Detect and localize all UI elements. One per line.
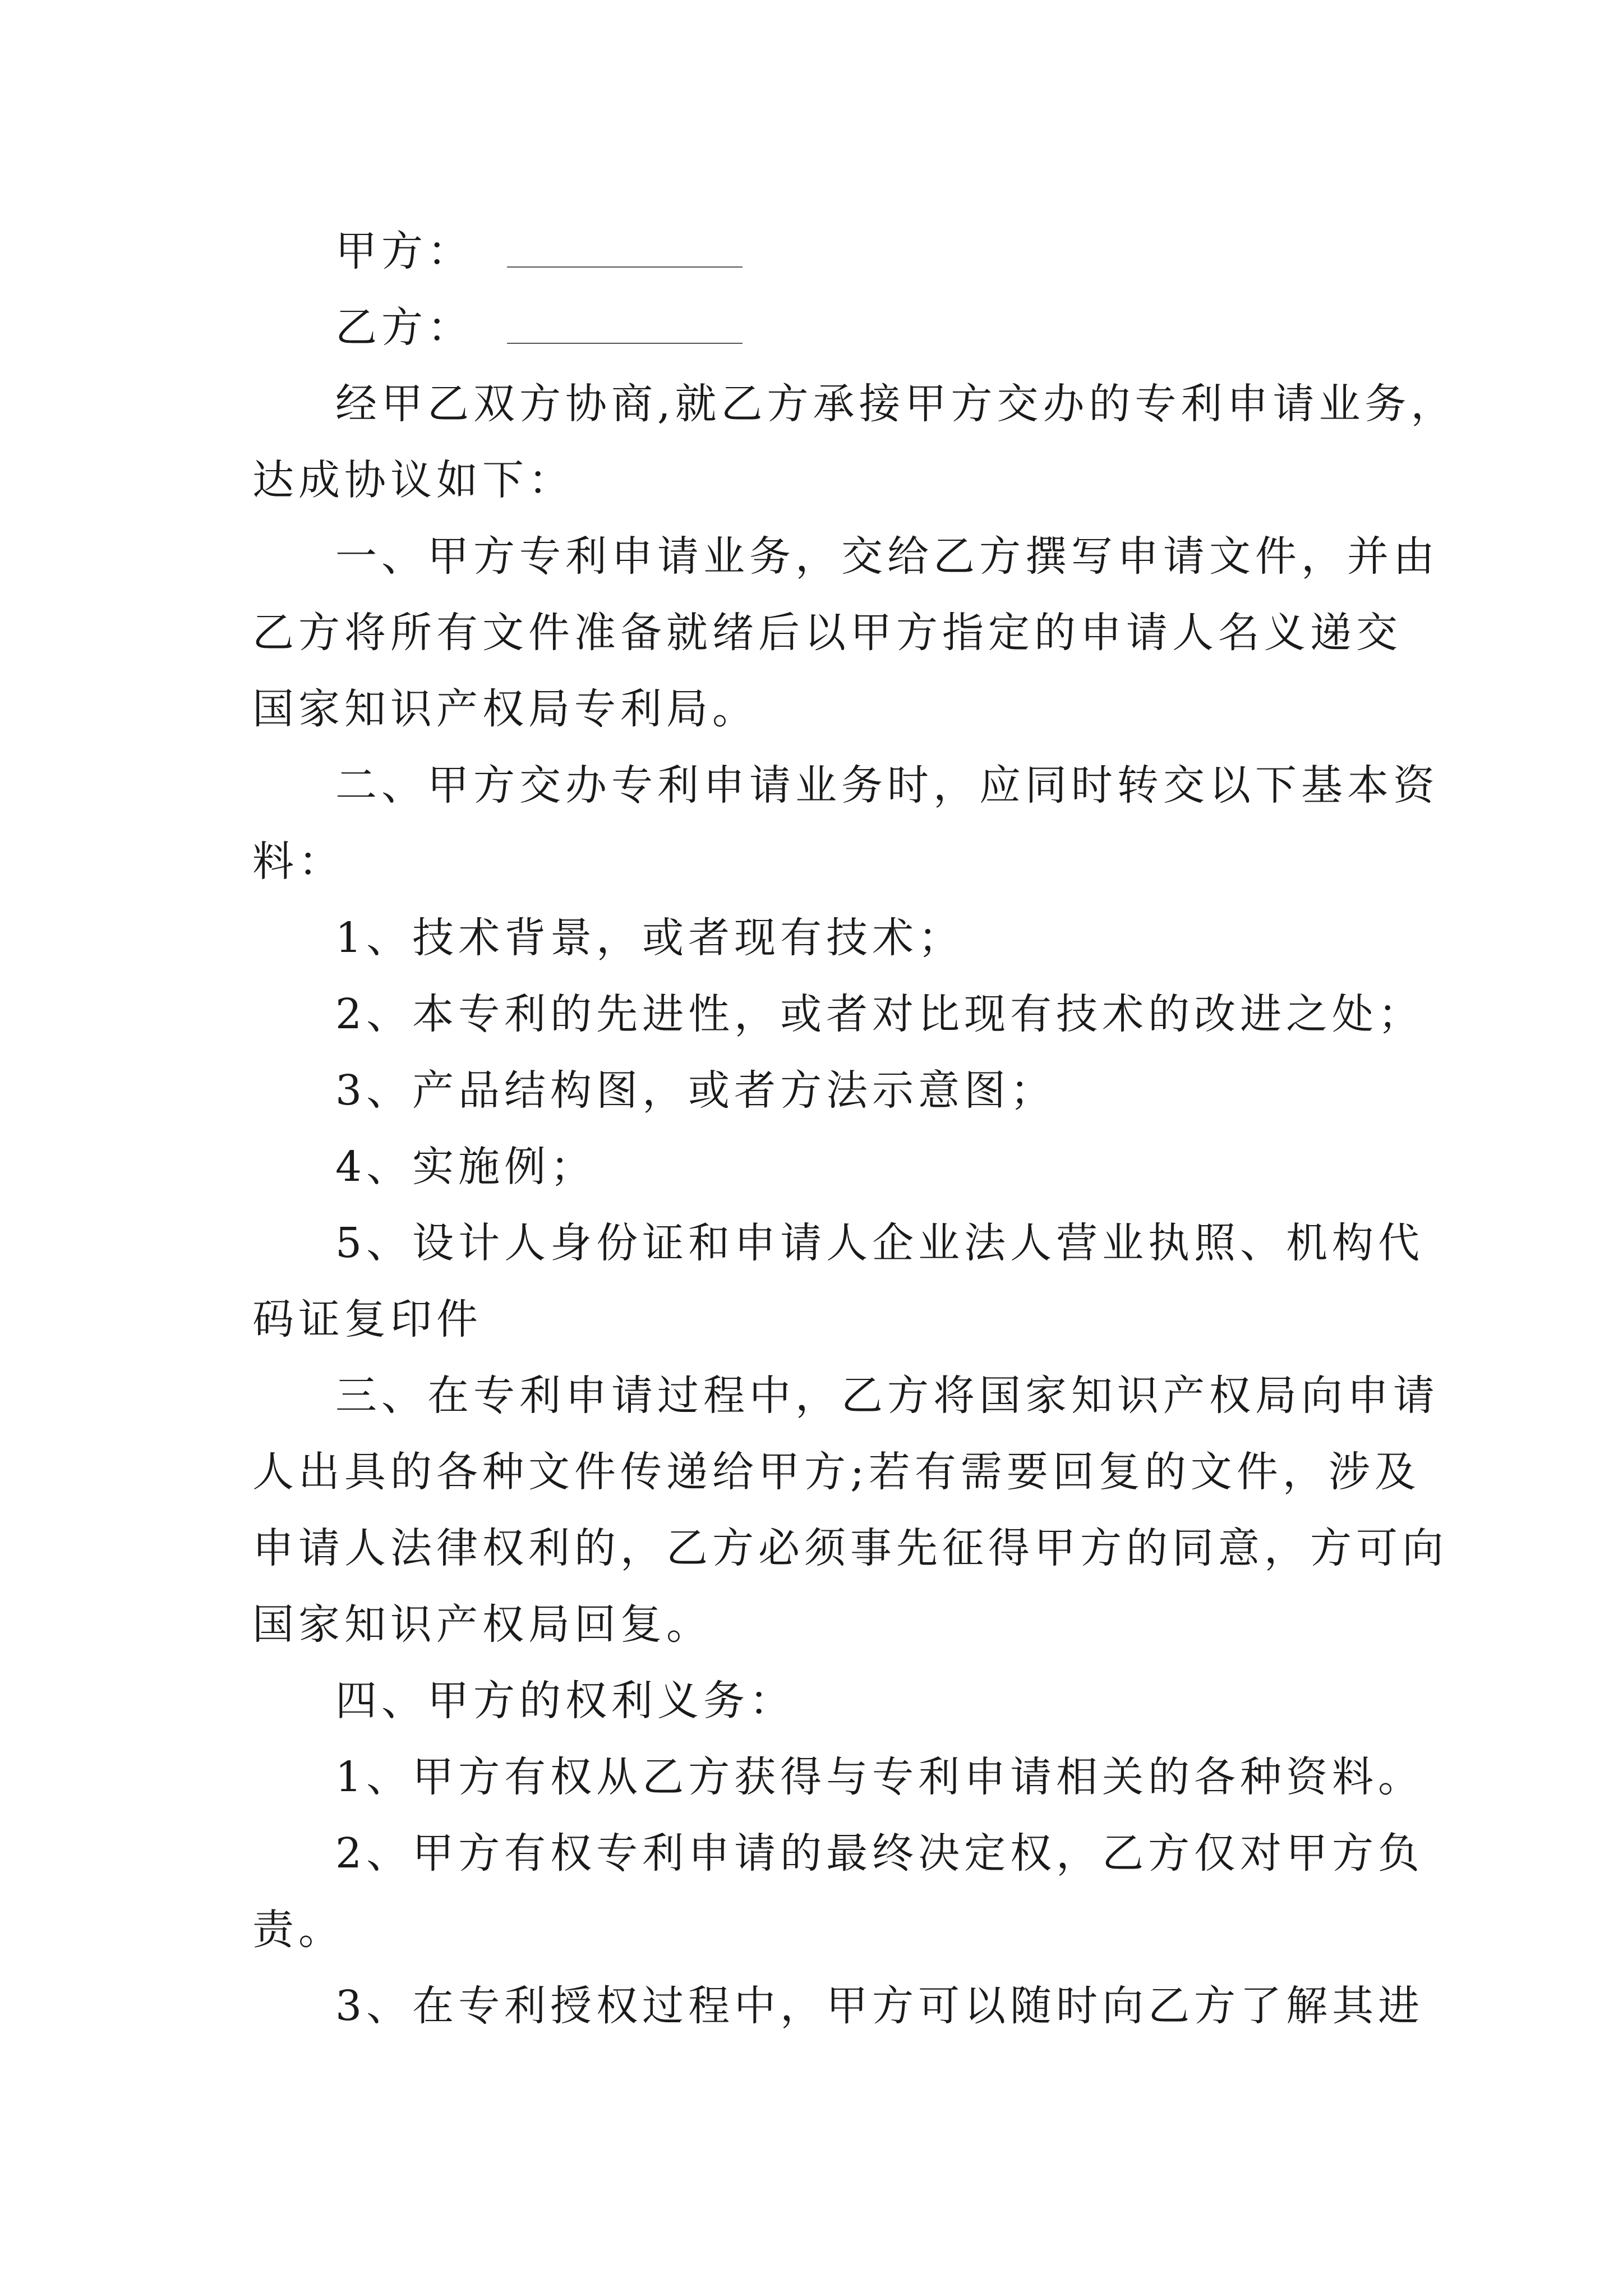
text-line: 人出具的各种文件传递给甲方;若有需要回复的文件，涉及 — [252, 1448, 1421, 1496]
text-line: 一、甲方专利申请业务，交给乙方撰写申请文件，并由 — [335, 532, 1439, 581]
text-line: 经甲乙双方协商,就乙方承接甲方交办的专利申请业务， — [335, 380, 1457, 428]
text-line: 料： — [252, 838, 344, 886]
agreement-text — [252, 366, 1457, 2044]
party-b-blank-line — [507, 343, 743, 344]
text-line: 2、甲方有权专利申请的最终决定权，乙方仅对甲方负 — [335, 1829, 1424, 1878]
document-body — [252, 213, 1457, 2044]
text-line: 责。 — [252, 1906, 344, 1954]
party-a-label: 甲方： — [335, 227, 473, 275]
text-line: 四、甲方的权利义务： — [335, 1677, 795, 1725]
party-b-row — [252, 289, 1385, 366]
text-line: 1、技术背景，或者现有技术； — [335, 914, 965, 962]
text-line: 码证复印件 — [252, 1295, 482, 1343]
text-line: 申请人法律权利的，乙方必须事先征得甲方的同意，方可向 — [252, 1524, 1448, 1572]
text-line: 三、在专利申请过程中，乙方将国家知识产权局向申请 — [335, 1372, 1439, 1420]
text-line: 3、产品结构图，或者方法示意图； — [335, 1066, 1057, 1115]
text-line: 2、本专利的先进性，或者对比现有技术的改进之处； — [335, 990, 1424, 1038]
text-line: 3、在专利授权过程中，甲方可以随时向乙方了解其进 — [335, 1982, 1424, 2030]
text-line: 达成协议如下： — [252, 456, 574, 504]
text-line: 1、甲方有权从乙方获得与专利申请相关的各种资料。 — [335, 1753, 1424, 1801]
text-line: 5、设计人身份证和申请人企业法人营业执照、机构代 — [335, 1219, 1424, 1267]
text-line: 国家知识产权局专利局。 — [252, 685, 758, 733]
party-a-row — [252, 213, 1385, 289]
party-a-blank-line — [507, 266, 743, 268]
text-line: 二、甲方交办专利申请业务时，应同时转交以下基本资 — [335, 761, 1439, 809]
text-line: 4、实施例； — [335, 1143, 597, 1191]
text-line: 国家知识产权局回复。 — [252, 1600, 712, 1649]
party-b-label: 乙方： — [335, 303, 473, 352]
text-line: 乙方将所有文件准备就绪后以甲方指定的申请人名义递交 — [252, 609, 1402, 657]
